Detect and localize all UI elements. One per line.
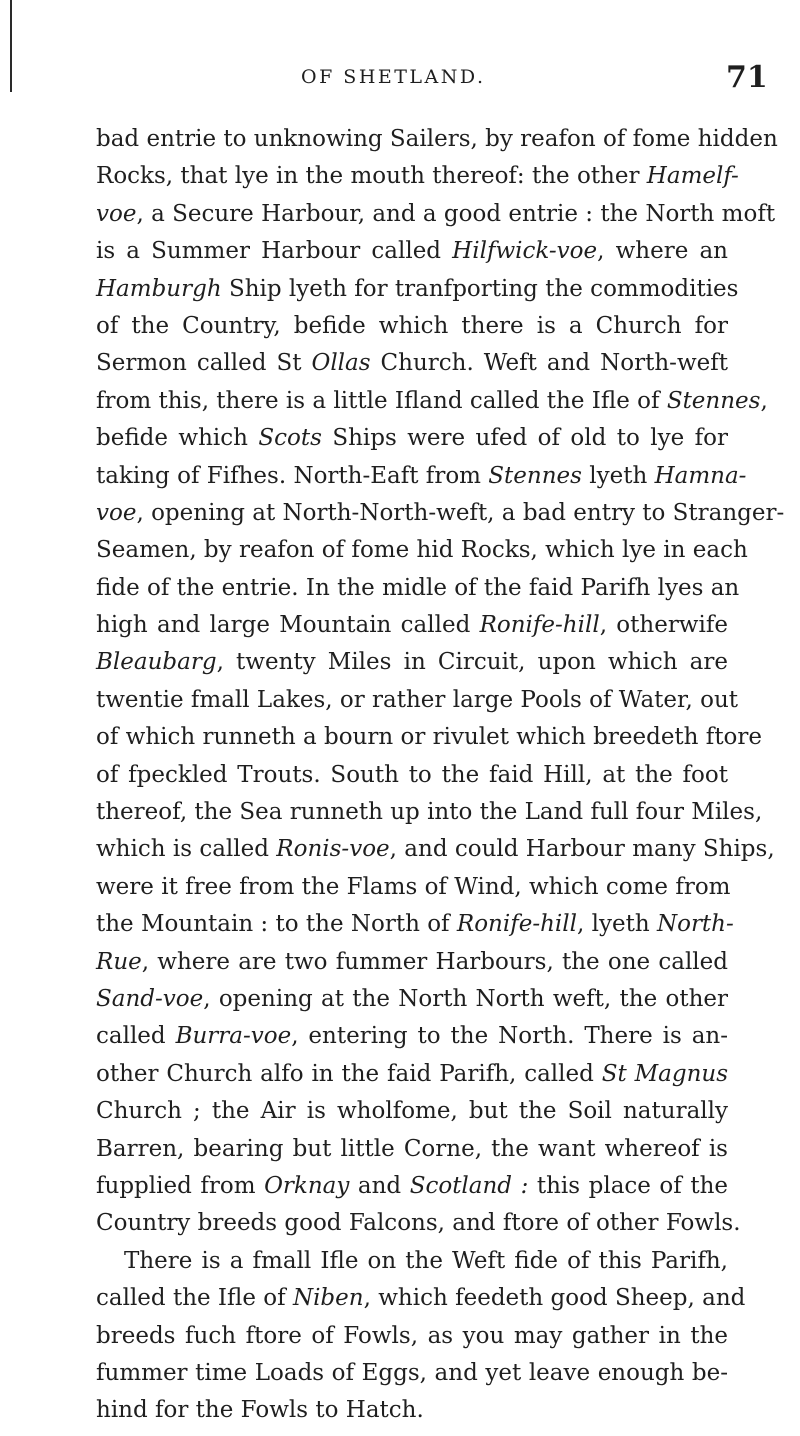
- text-segment: of the Country, befide which there is a Church for: [96, 312, 728, 339]
- text-segment: other Church alfo in the faid Parifh, called: [96, 1060, 602, 1087]
- text-segment: high and large Mountain called: [96, 612, 480, 639]
- text-line: [96, 644, 728, 681]
- text-segment: of fpeckled Trouts. South to the faid Hill, at the foot: [96, 761, 728, 788]
- text-segment: and: [349, 1172, 410, 1199]
- text-segment: , a Secure Harbour, and a good entrie : the North moft: [136, 200, 776, 227]
- text-line: [96, 906, 734, 943]
- text-segment: the Mountain : to the North of: [96, 911, 457, 938]
- text-segment: fupplied from: [96, 1172, 265, 1199]
- italic-text-segment: Rue: [96, 948, 142, 975]
- text-segment: called the Ifle of: [96, 1285, 293, 1312]
- running-title: OF SHETLAND.: [301, 66, 486, 88]
- text-segment: Seamen, by reafon of fome hid Rocks, which lye in each: [96, 537, 748, 564]
- text-line: [96, 458, 747, 495]
- text-segment: is a Summer Harbour called: [96, 238, 453, 265]
- italic-text-segment: Scotland :: [409, 1172, 529, 1199]
- text-segment: this place of the: [528, 1172, 728, 1199]
- italic-text-segment: St Magnus: [601, 1060, 728, 1087]
- text-line: [96, 1018, 728, 1055]
- text-segment: were it free from the Flams of Wind, which come from: [96, 873, 731, 900]
- text-segment: Country breeds good Falcons, and ftore of other Fowls.: [96, 1210, 741, 1237]
- text-line: [96, 271, 739, 308]
- text-line: [96, 1056, 728, 1093]
- text-segment: fummer time Loads of Eggs, and yet leave enough be-: [96, 1359, 728, 1386]
- text-segment: befide which: [96, 425, 259, 452]
- text-line: [96, 158, 739, 195]
- text-line: [96, 495, 785, 532]
- text-line: [96, 757, 728, 794]
- text-line: [96, 1093, 728, 1130]
- italic-text-segment: Niben: [292, 1285, 364, 1312]
- text-segment: Barren, bearing but little Corne, the want whereof is: [96, 1135, 728, 1162]
- text-line: [96, 1168, 728, 1205]
- text-line: [96, 1392, 728, 1429]
- italic-text-segment: Ollas: [311, 350, 371, 377]
- text-segment: of which runneth a bourn or rivulet which breedeth ftore: [96, 724, 763, 751]
- italic-text-segment: Stennes: [488, 462, 582, 489]
- text-line: [96, 682, 739, 719]
- text-line: [96, 944, 728, 981]
- text-line: [96, 121, 778, 158]
- text-line: [96, 869, 731, 906]
- text-segment: Ship lyeth for tranfporting the commodities: [221, 275, 739, 302]
- text-line: [96, 383, 768, 420]
- text-segment: called: [96, 1023, 176, 1050]
- italic-text-segment: Orknay: [264, 1172, 350, 1199]
- italic-text-segment: Hamburgh: [96, 275, 222, 302]
- text-line: [96, 719, 763, 756]
- italic-text-segment: Hamelf-: [646, 163, 739, 190]
- text-segment: bad entrie to unknowing Sailers, by reafon of fome hidden: [96, 126, 778, 152]
- text-segment: Ships were ufed of old to lye for: [321, 425, 728, 452]
- text-segment: thereof, the Sea runneth up into the Land full four Miles,: [96, 799, 763, 826]
- text-segment: , lyeth: [577, 911, 657, 938]
- text-segment: , opening at North-North-weft, a bad entry to Stranger-: [136, 499, 785, 526]
- text-segment: which is called: [96, 836, 277, 863]
- page-number: 71: [726, 60, 768, 95]
- text-segment: lyeth: [581, 462, 655, 489]
- text-line: [96, 345, 728, 382]
- italic-text-segment: Stennes: [666, 387, 761, 414]
- text-segment: Rocks, that lye in the mouth thereof: the other: [96, 163, 647, 190]
- text-segment: hind for the Fowls to Hatch.: [96, 1397, 424, 1424]
- text-line: [96, 607, 728, 644]
- text-segment: fide of the entrie. In the midle of the faid Parifh lyes an: [96, 574, 740, 601]
- italic-text-segment: Hilfwick-voe: [452, 238, 598, 265]
- text-line: [96, 420, 728, 457]
- text-segment: , otherwife: [599, 612, 728, 639]
- text-line: [96, 831, 775, 868]
- text-segment: , opening at the North North weft, the other: [203, 985, 728, 1012]
- italic-text-segment: voe: [96, 200, 137, 227]
- text-line: [96, 981, 728, 1018]
- italic-text-segment: Ronife-hill: [456, 911, 578, 938]
- text-line: [96, 1318, 728, 1355]
- text-line: [96, 1355, 728, 1392]
- italic-text-segment: Scots: [258, 425, 322, 452]
- text-segment: , entering to the North. There is an-: [291, 1023, 728, 1050]
- text-segment: , where are two fummer Harbours, the one called: [141, 948, 728, 975]
- text-line: [96, 233, 728, 270]
- text-segment: , and could Harbour many Ships,: [389, 836, 775, 863]
- text-line: [96, 532, 748, 569]
- italic-text-segment: Sand-voe: [96, 985, 204, 1012]
- text-segment: , which feedeth good Sheep, and: [363, 1285, 746, 1312]
- text-segment: There is a fmall Ifle on the Weft fide of this Parifh,: [124, 1247, 728, 1274]
- running-head: [0, 60, 800, 100]
- italic-text-segment: North-: [656, 911, 734, 938]
- text-line: [96, 308, 728, 345]
- text-segment: Sermon called St: [96, 350, 312, 377]
- text-segment: taking of Fifhes. North-Eaft from: [96, 462, 489, 489]
- text-line: [96, 1280, 746, 1317]
- italic-text-segment: voe: [96, 499, 137, 526]
- text-line: [96, 1243, 728, 1280]
- italic-text-segment: Ronife-hill: [479, 612, 600, 639]
- italic-text-segment: Burra-voe: [175, 1023, 292, 1050]
- text-line: [96, 196, 776, 233]
- text-segment: ,: [760, 387, 768, 414]
- body-text: [96, 121, 785, 1430]
- italic-text-segment: Hamna-: [654, 462, 747, 489]
- italic-text-segment: Bleaubarg: [96, 649, 217, 676]
- text-line: [96, 1205, 741, 1242]
- text-line: [96, 1131, 728, 1168]
- text-line: [96, 794, 763, 831]
- text-segment: Church ; the Air is wholfome, but the Soil naturally: [96, 1098, 728, 1125]
- text-segment: , twenty Miles in Circuit, upon which are: [216, 649, 728, 676]
- text-segment: twentie fmall Lakes, or rather large Pools of Water, out: [96, 686, 739, 713]
- text-line: [96, 570, 740, 607]
- text-segment: Church. Weft and North-weft: [370, 350, 728, 377]
- text-segment: from this, there is a little Ifland called the Ifle of: [96, 387, 667, 414]
- text-segment: breeds fuch ftore of Fowls, as you may gather in the: [96, 1322, 728, 1349]
- italic-text-segment: Ronis-voe: [276, 836, 390, 863]
- text-segment: , where an: [597, 238, 728, 265]
